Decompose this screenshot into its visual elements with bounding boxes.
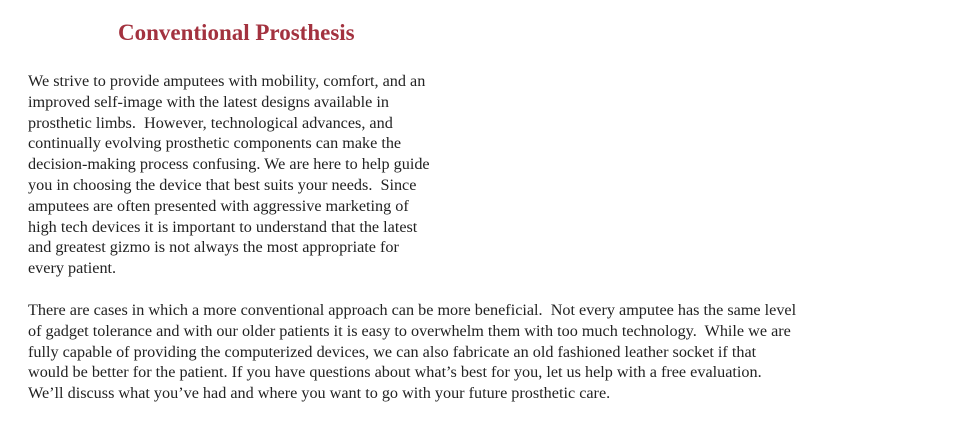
paragraph-line: you in choosing the device that best suits your needs. Since: [28, 175, 417, 194]
paragraph-line: improved self-image with the latest designs available in: [28, 92, 389, 111]
page-title: Conventional Prosthesis: [118, 20, 355, 45]
paragraph-line: continually evolving prosthetic components can make the: [28, 134, 402, 153]
paragraph-line: We strive to provide amputees with mobility, comfort, and an: [28, 72, 426, 90]
paragraph-line: of gadget tolerance and with our older patients it is easy to overwhelm them with too much technology. While we are: [28, 321, 791, 340]
paragraph-line: amputees are often presented with aggressive marketing of: [28, 196, 409, 215]
paragraph-line: We’ll discuss what you’ve had and where you want to go with your future prosthetic care.: [28, 384, 611, 403]
intro-paragraph: [28, 71, 508, 279]
paragraph-line: would be better for the patient. If you have questions about what’s best for you, let us help with a free evaluation.: [28, 363, 762, 382]
paragraph-line: decision-making process confusing. We are here to help guide: [28, 155, 430, 174]
paragraph-line: prosthetic limbs. However, technological advances, and: [28, 113, 393, 132]
paragraph-line: high tech devices it is important to understand that the latest: [28, 217, 418, 236]
paragraph-line: fully capable of providing the computerized devices, we can also fabricate an old fashioned leather socket if that: [28, 342, 757, 361]
conventional-approach-paragraph: [28, 300, 938, 404]
paragraph-line: There are cases in which a more conventional approach can be more beneficial. Not every amputee has the same level: [28, 301, 797, 319]
paragraph-line: and greatest gizmo is not always the most appropriate for: [28, 238, 399, 257]
paragraph-line: every patient.: [28, 259, 117, 278]
